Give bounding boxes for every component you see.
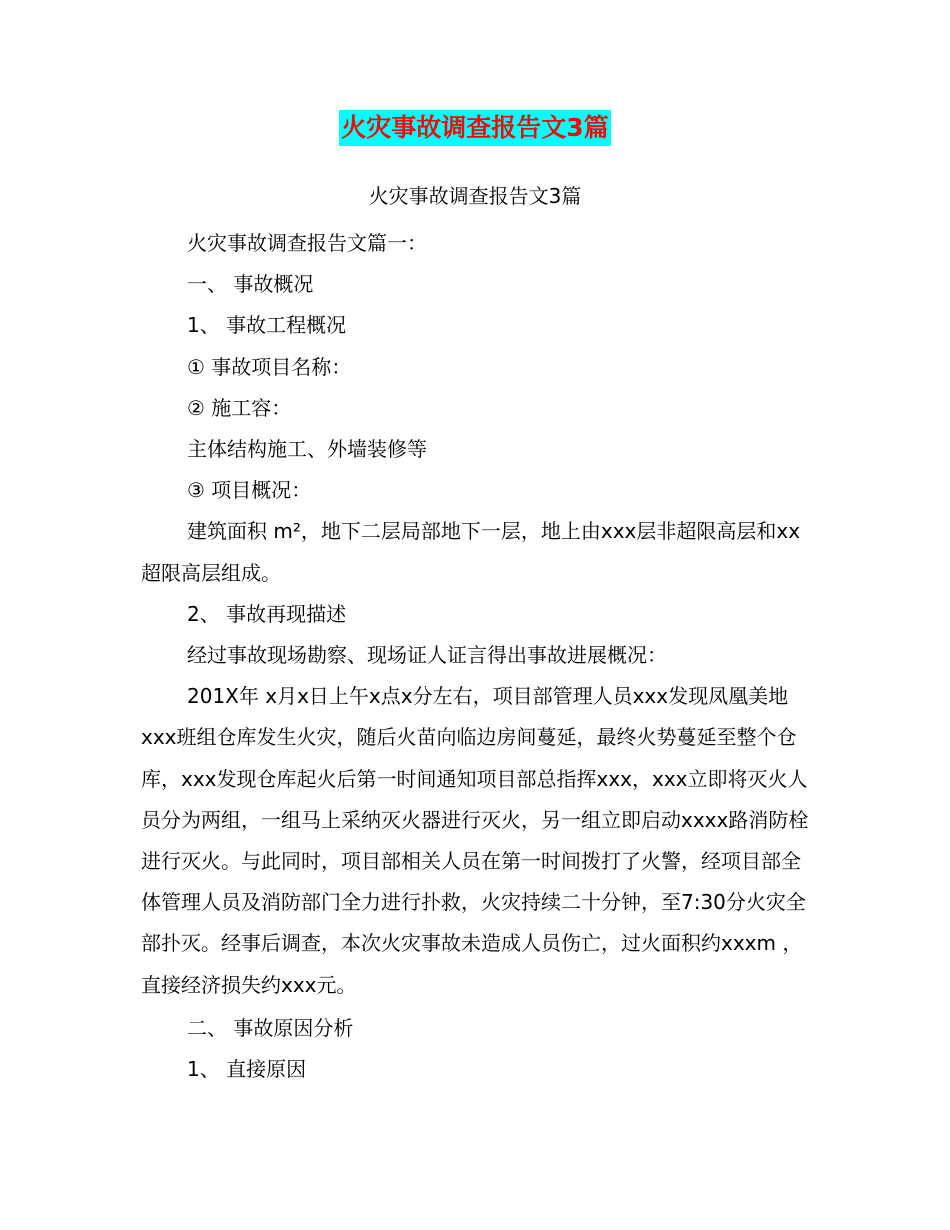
document-body [141, 223, 809, 1090]
text-construction-scope: 主体结构施工、外墙装修等 [187, 437, 427, 462]
text-investigation-intro: 经过事故现场勘察、现场证人证言得出事故进展概况： [187, 643, 667, 668]
heading-direct-cause: 1、 直接原因 [187, 1057, 307, 1082]
item-project-summary: ③ 项目概况： [187, 478, 312, 503]
heading-project-overview: 1、 事故工程概况 [187, 313, 347, 338]
section-heading-part-one: 火灾事故调查报告文篇一： [187, 231, 427, 255]
item-project-name: ① 事故项目名称： [187, 354, 352, 379]
title-container [0, 110, 950, 146]
document-subtitle: 火灾事故调查报告文3篇 [368, 184, 582, 208]
heading-accident-overview: 一、 事故概况 [187, 272, 314, 297]
item-construction-content: ② 施工容： [187, 395, 292, 420]
paragraph-accident-details: 201X年 x月x日上午x点x分左右，项目部管理人员xxx发现凤凰美地xxx班组仓库发生火灾，随后火苗向临边房间蔓延，最终火势蔓延至整个仓库，xxx发现仓库起火后第一时间通知项目部总指挥xxx，xxx立即将灭火人员分为两组，一组马上采纳灭火器进行灭火，另一组立即启动xxxx路消防栓进行灭火。与此同时，项目部相关人员在第一时间拨打了火警，经项目部全体管理人员及消防部门全力进行扑救，火灾持续二十分钟，至7:30分火灾全部扑灭。经事后调查，本次火灾事故未造成人员伤亡，过火面积约xxxm ，直接经济损失约xxx元。 [141, 684, 809, 997]
heading-cause-analysis: 二、 事故原因分析 [187, 1015, 354, 1040]
paragraph-building-area: 建筑面积 m²，地下二层局部地下一层，地上由xxx层非超限高层和xx超限高层组成。 [141, 519, 801, 585]
document-title: 火灾事故调查报告文3篇 [339, 110, 610, 146]
heading-accident-description: 2、 事故再现描述 [187, 601, 347, 626]
